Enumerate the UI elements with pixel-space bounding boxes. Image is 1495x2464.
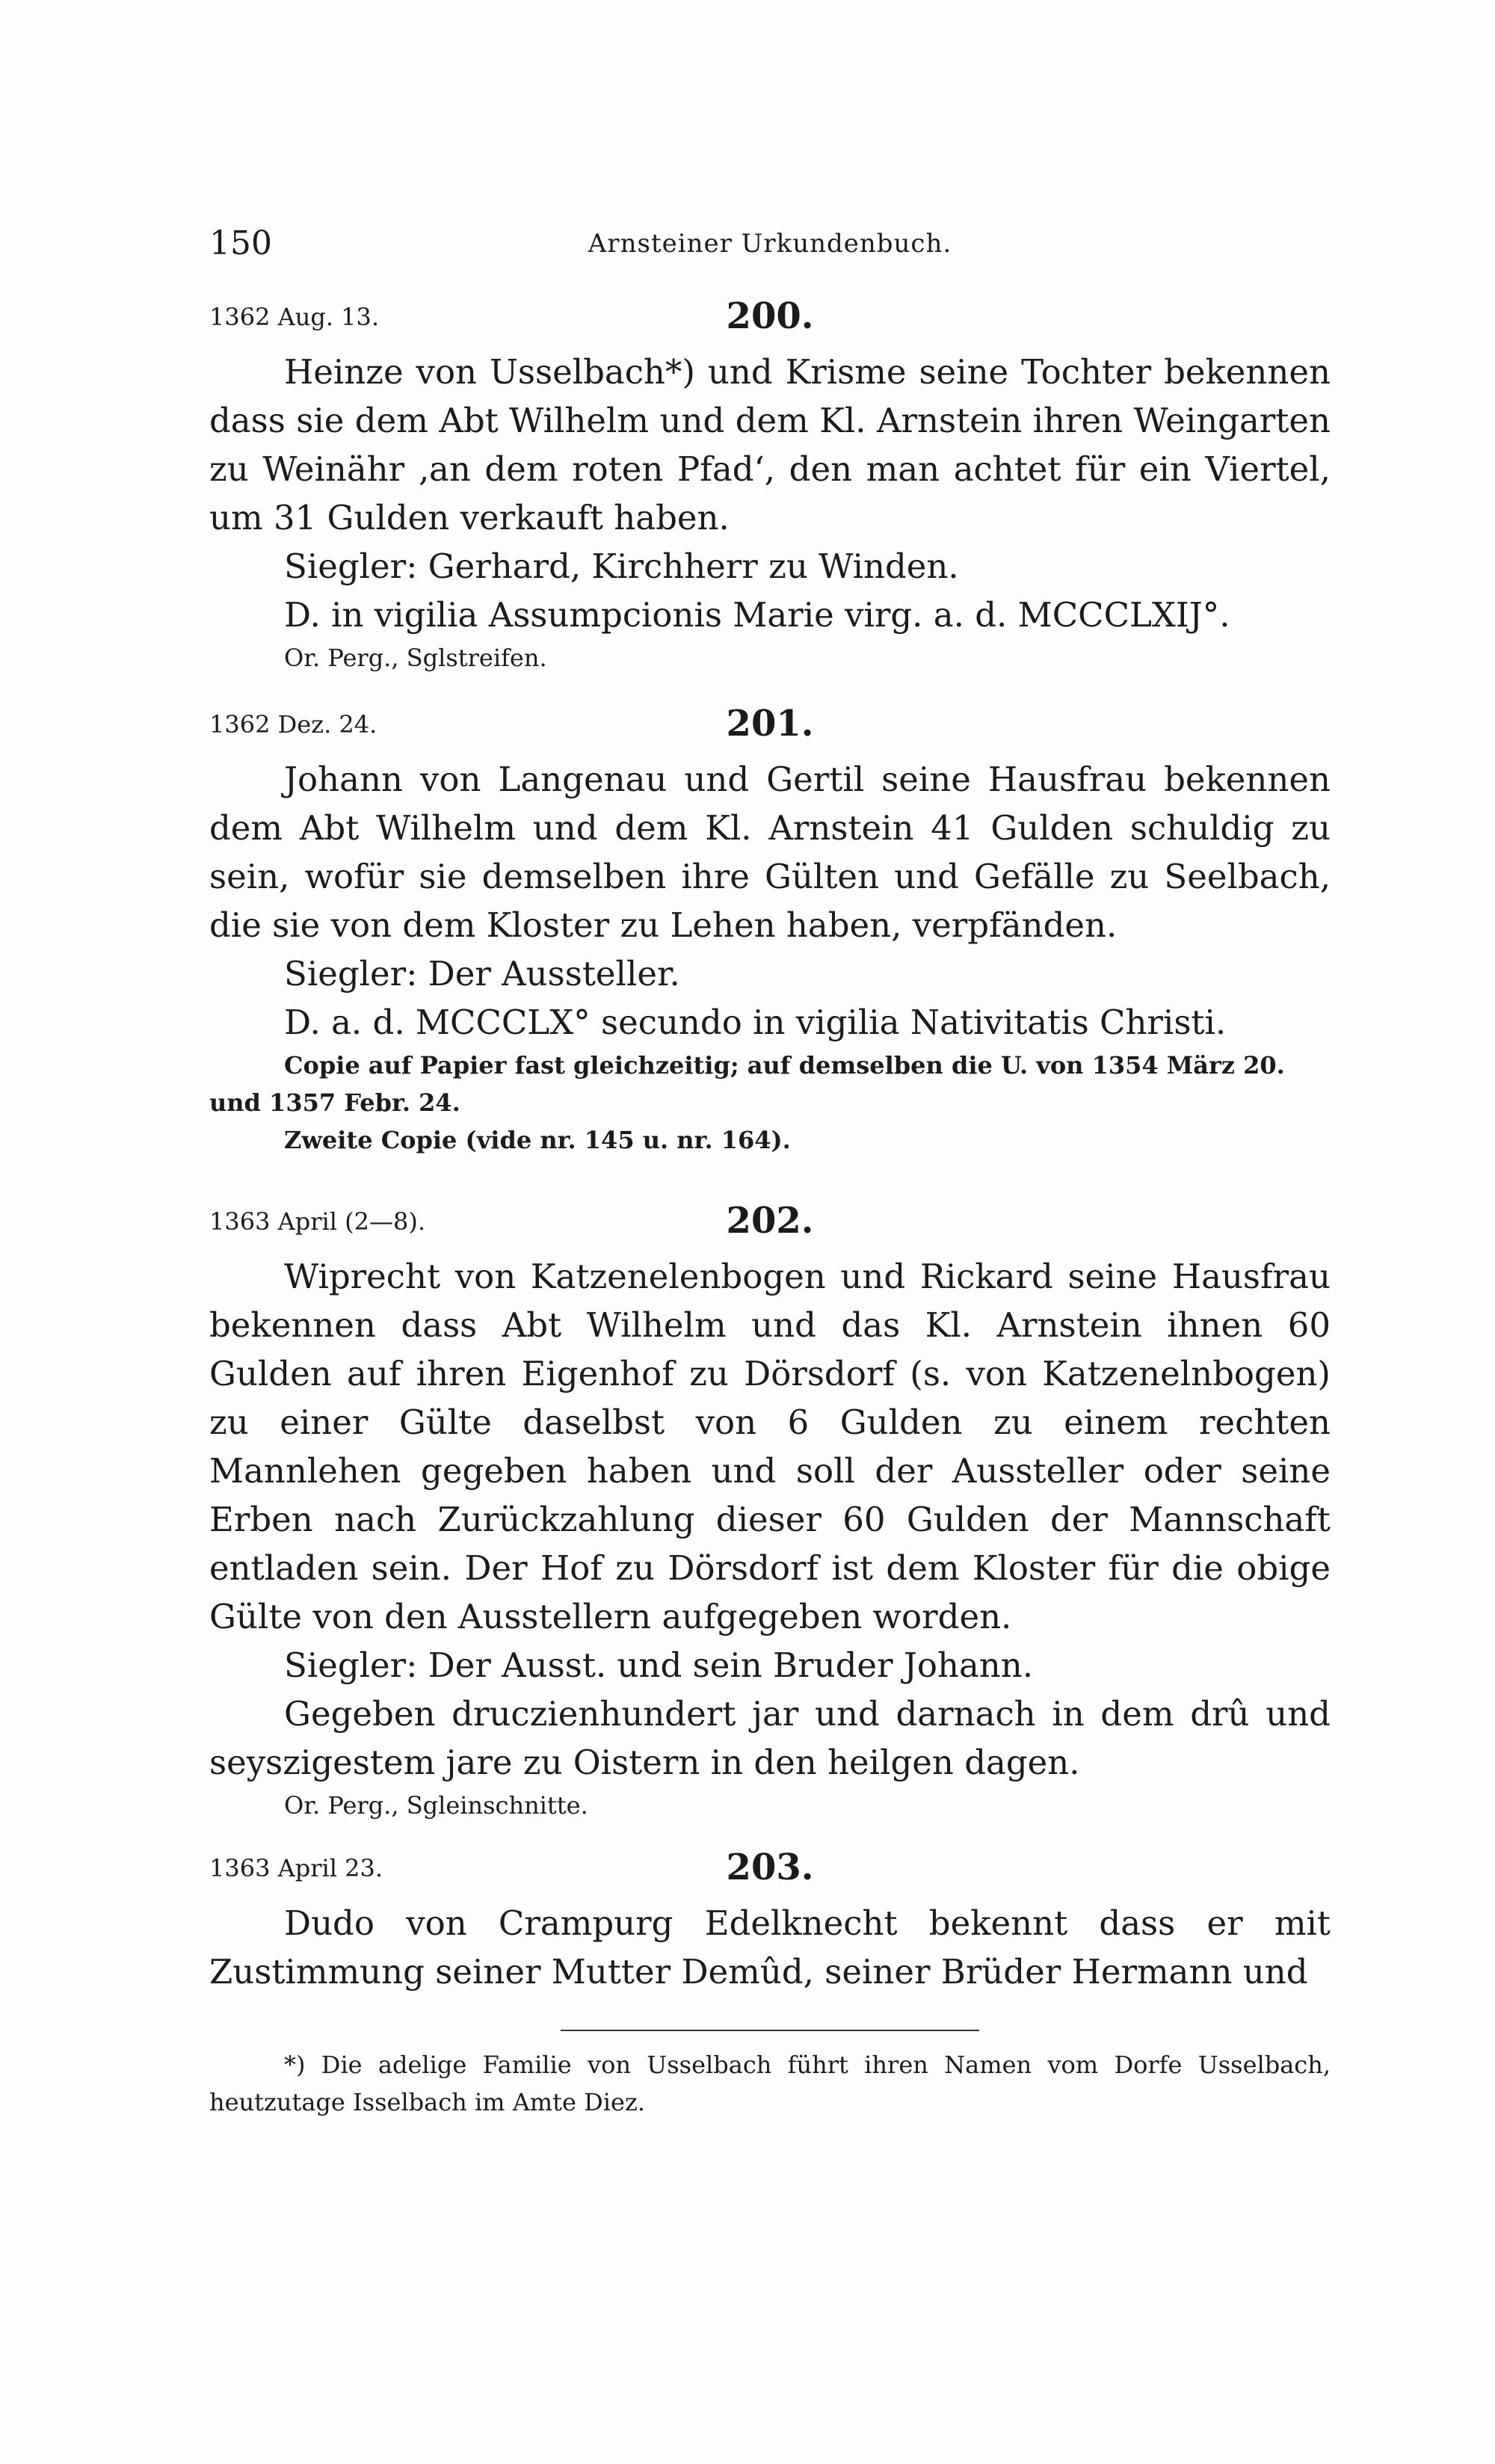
charter-entry-200: [209, 295, 1331, 677]
footnote-area: [209, 2030, 1331, 2121]
entry-dating: D. in vigilia Assumpcionis Marie virg. a. d. MCCCLXIJ°.: [284, 595, 1230, 635]
entry-summary: Wiprecht von Katzenelenbogen und Rickard seine Hausfrau bekennen dass Abt Wilhelm und das Kl. Arnstein ihnen 60 Gulden auf ihren Eigenhof zu Dörsdorf (s. von Katzenelnbogen) zu einer Gülte daselbst von 6 Gulden zu einem rechten Mannlehen gegeben haben und soll der Aussteller oder seine Erben nach Zurückzahlung dieser 60 Gulden der Mannschaft entladen sein. Der Hof zu Dörsdorf ist dem Kloster für die obige Gülte von den Ausstellern aufgegeben worden.: [209, 1257, 1331, 1636]
charter-entry-201: [209, 703, 1331, 1159]
charter-entry-203: [209, 1847, 1331, 1996]
entry-summary: Dudo von Crampurg Edelknecht bekennt dass er mit Zustimmung seiner Mutter Demûd, seiner Brüder Hermann und: [209, 1903, 1331, 1992]
entry-number: 203.: [726, 1847, 814, 1888]
entry-source-note: Or. Perg., Sglstreifen.: [284, 644, 547, 672]
footnote-divider: [561, 2030, 979, 2031]
charter-entry-202: [209, 1200, 1331, 1824]
footnote: *) Die adelige Familie von Usselbach führt ihren Namen vom Dorfe Usselbach, heutzutage Isselbach im Amte Diez.: [209, 2051, 1331, 2116]
entry-number: 200.: [726, 295, 814, 337]
entry-date: 1363 April 23.: [209, 1854, 383, 1882]
page-number: 150: [209, 224, 272, 262]
running-title: Arnsteiner Urkundenbuch.: [588, 229, 952, 259]
entry-number: 201.: [726, 703, 814, 745]
entry-source-note: Copie auf Papier fast gleichzeitig; auf demselben die U. von 1354 März 20. und 1357 Febr. 24.: [209, 1051, 1285, 1117]
entry-sealer: Siegler: Gerhard, Kirchherr zu Winden.: [284, 546, 959, 586]
entry-summary: Heinze von Usselbach*) und Krisme seine Tochter bekennen dass sie dem Abt Wilhelm und dem Kl. Arnstein ihren Weingarten zu Weinähr ‚an dem roten Pfad‘, den man achtet für ein Viertel, um 31 Gulden verkauft haben.: [209, 352, 1331, 538]
entry-sealer: Siegler: Der Ausst. und sein Bruder Johann.: [284, 1645, 1034, 1685]
entry-source-note: Zweite Copie (vide nr. 145 u. nr. 164).: [284, 1126, 791, 1154]
entry-date: 1362 Dez. 24.: [209, 710, 377, 739]
entry-number: 202.: [726, 1200, 814, 1242]
entry-date: 1363 April (2—8).: [209, 1207, 425, 1236]
entry-sealer: Siegler: Der Aussteller.: [284, 954, 680, 994]
entry-dating: Gegeben druczienhundert jar und darnach in dem drû und seyszigestem jare zu Oistern in den heilgen dagen.: [209, 1694, 1331, 1782]
entry-source-note: Or. Perg., Sgleinschnitte.: [284, 1791, 588, 1820]
entry-dating: D. a. d. MCCCLX° secundo in vigilia Nativitatis Christi.: [284, 1002, 1227, 1042]
page-header: [209, 224, 1331, 269]
entry-date: 1362 Aug. 13.: [209, 303, 380, 331]
entry-summary: Johann von Langenau und Gertil seine Hausfrau bekennen dem Abt Wilhelm und dem Kl. Arnstein 41 Gulden schuldig zu sein, wofür sie demselben ihre Gülten und Gefälle zu Seelbach, die sie von dem Kloster zu Lehen haben, verpfänden.: [209, 760, 1331, 945]
